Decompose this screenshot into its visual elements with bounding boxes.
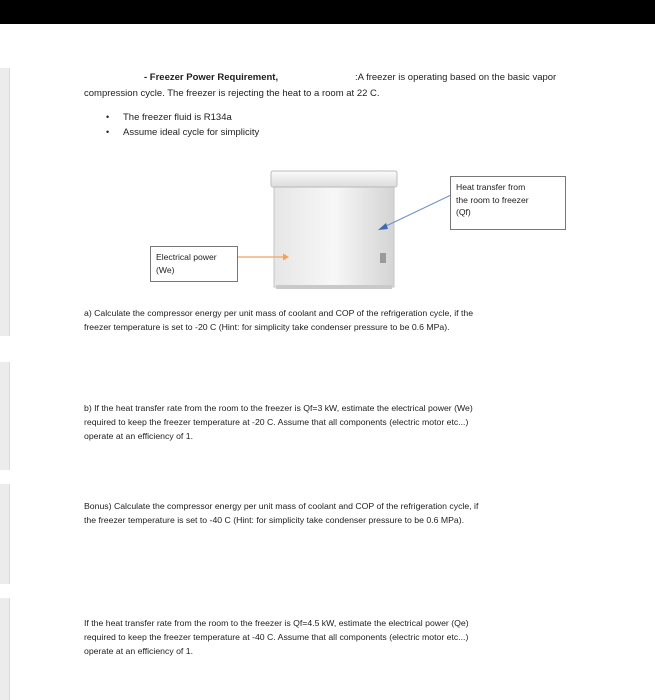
electrical-power-label: Electrical power (We) [150,246,238,282]
question-a: a) Calculate the compressor energy per unit mass of coolant and COP of the refrigeration cycle, if the freezer temperature is set to -20 C (Hint: for simplicity take condenser pressure to be 0.6 MPa). [84,308,474,332]
bullet-ideal: Assume ideal cycle for simplicity [123,127,260,138]
page-edge-2 [0,362,10,470]
problem-title: - Freezer Power Requirement, [144,72,279,83]
top-black-bar [0,0,655,24]
question-bonus: Bonus) Calculate the compressor energy per unit mass of coolant and COP of the refrigeration cycle, if the freezer temperature is set to -40 C (Hint: for simplicity take condenser pressure to be 0.6 MPa). [84,501,479,525]
bullet-dot-2: • [106,127,110,137]
problem-lead: :A freezer is operating based on the basic vapor [355,72,557,83]
problem-line-2: compression cycle. The freezer is rejecting the heat to a room at 22 C. [84,88,380,99]
question-b: b) If the heat transfer rate from the room to the freezer is Qf=3 kW, estimate the electrical power (We) required to keep the freezer temperature at -20 C. Assume that all components (electric motor etc...) operate at an efficiency of 1. [84,403,473,441]
page-edge-4 [0,598,10,700]
question-last: If the heat transfer rate from the room to the freezer is Qf=4.5 kW, estimate the electrical power (Qe) required to keep the freezer temperature at -40 C. Assume that all components (electric motor etc...) operate at an efficiency of 1. [84,618,469,656]
page-edge-1 [0,68,10,336]
freezer-lid [271,171,397,187]
heat-transfer-label: Heat transfer from the room to freezer (Qf) [450,176,566,230]
page-edge-3 [0,484,10,584]
bullet-dot-1: • [106,112,110,122]
freezer-body [274,185,394,287]
bullet-fluid: The freezer fluid is R134a [123,112,232,123]
